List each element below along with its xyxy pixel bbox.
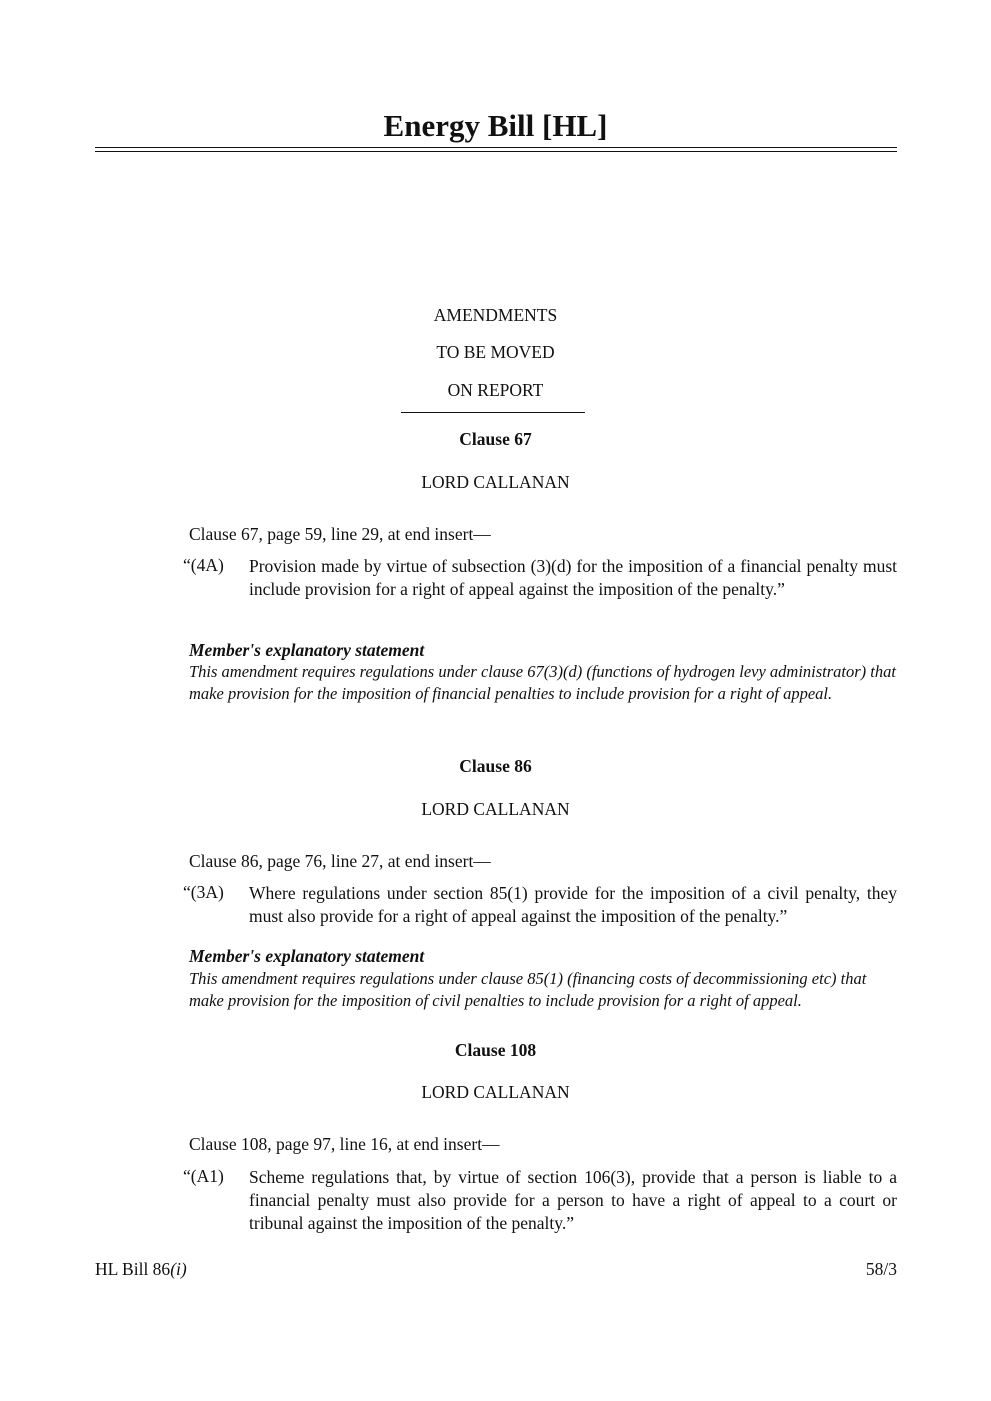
clause-heading: Clause 86 [459, 756, 532, 776]
amendment-instruction: Clause 67, page 59, line 29, at end insert— [189, 524, 491, 544]
heading-line: TO BE MOVED [436, 342, 555, 362]
member-name: LORD CALLANAN [421, 472, 570, 492]
subsection-label: “(4A) [183, 555, 224, 575]
bill-number [95, 1259, 187, 1280]
explanatory-heading: Member's explanatory statement [189, 946, 425, 966]
heading-line: ON REPORT [447, 380, 544, 400]
amendment-text: Where regulations under section 85(1) provide for the imposition of a civil penalty, they must also provide for a right of appeal against the imposition of the penalty.” [249, 883, 897, 926]
subsection-label: “(3A) [183, 882, 224, 902]
amendment-text: Provision made by virtue of subsection (3)(d) for the imposition of a financial penalty must include provision for a right of appeal against the imposition of the penalty.” [249, 556, 897, 599]
heading-line: AMENDMENTS [433, 305, 558, 325]
subsection-label: “(A1) [183, 1166, 224, 1186]
heading-rule [401, 412, 585, 413]
explanatory-statement: This amendment requires regulations under clause 67(3)(d) (functions of hydrogen levy administrator) that make provision for the imposition of financial penalties to include provision for a right of appeal. [189, 662, 896, 703]
bill-title: Energy Bill [HL] [383, 108, 608, 143]
explanatory-heading: Member's explanatory statement [189, 640, 425, 660]
clause-heading: Clause 67 [459, 429, 532, 449]
amendment-instruction: Clause 108, page 97, line 16, at end insert— [189, 1134, 500, 1154]
page-reference: 58/3 [865, 1259, 897, 1279]
member-name: LORD CALLANAN [421, 799, 570, 819]
title-rule [95, 147, 897, 148]
bill-number-text: HL Bill 86 [95, 1259, 171, 1279]
bill-number-suffix: (i) [170, 1259, 187, 1279]
member-name: LORD CALLANAN [421, 1082, 570, 1102]
amendment-text: Scheme regulations that, by virtue of section 106(3), provide that a person is liable to a financial penalty must also provide for a person to have a right of appeal to a court or tribunal against the imposition of the penalty.” [249, 1167, 897, 1233]
title-rule [95, 151, 897, 152]
explanatory-statement: This amendment requires regulations under clause 85(1) (financing costs of decommissioning etc) that make provision for the imposition of civil penalties to include provision for a right of appeal. [189, 969, 867, 1010]
amendment-instruction: Clause 86, page 76, line 27, at end insert— [189, 851, 491, 871]
clause-heading: Clause 108 [454, 1040, 537, 1060]
